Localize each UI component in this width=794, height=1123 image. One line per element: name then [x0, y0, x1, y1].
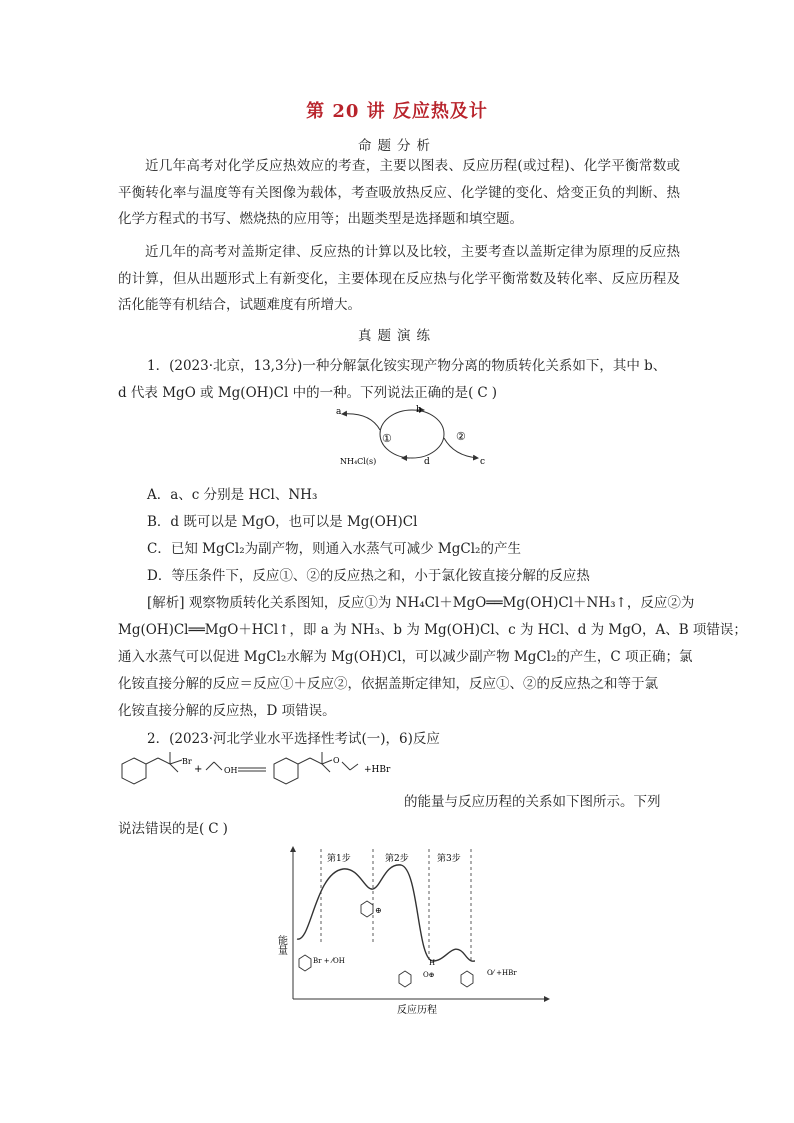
eq-br: Br [182, 757, 192, 766]
label-reaction-1: ① [382, 432, 392, 445]
eq-plus: + [194, 764, 203, 775]
analysis-paragraph-2: 近几年的高考对盖斯定律、反应热的计算以及比较，主要考查以盖斯定律为原理的反应热的计算，但从出题形式上有新变化，主要体现在反应热与化学平衡常数及转化率、反应历程及活化能等有机结合，试题难度有所增大。 [118, 244, 680, 313]
step-3-label: 第3步 [437, 854, 461, 864]
species-product: O⁄ +HBr [487, 969, 517, 977]
eq-o: O [333, 756, 340, 765]
benzene-ring-1 [122, 758, 146, 784]
analysis-heading: 命题分析 [358, 138, 436, 154]
practice-heading: 真题演练 [358, 328, 436, 344]
step-2-label: 第2步 [385, 854, 409, 864]
y-axis-label: 能量 [275, 935, 287, 955]
q2-stem-close: ) [222, 821, 228, 837]
q2-answer: C [208, 821, 219, 837]
label-reaction-2: ② [456, 430, 466, 443]
explain-tag: [解析] [147, 595, 185, 611]
q1-answer: C [477, 385, 488, 401]
q1-option-c: C．已知 MgCl₂为副产物，则通入水蒸气可减少 MgCl₂的产生 [147, 541, 521, 557]
label-b: b [416, 405, 422, 415]
label-c: c [480, 457, 486, 467]
analysis-paragraph-1: 近几年高考对化学反应热效应的考查，主要以图表、反应历程(或过程)、化学平衡常数或平衡转化率与温度等有关图像为载体，考查吸放热反应、化学键的变化、焓变正负的判断、热化学方程式的书写、燃烧热的应用等；出题类型是选择题和填空题。 [118, 158, 680, 227]
q1-option-b: B．d 既可以是 MgO，也可以是 Mg(OH)Cl [147, 514, 418, 530]
arrow-to-a [342, 414, 380, 430]
eq-hbr: +HBr [364, 765, 391, 775]
q1-stem-line-1: 1．(2023·北京，13,3分)一种分解氯化铵实现产物分离的物质转化关系如下，其中 b、 [147, 358, 667, 374]
q1-explain-line-1 [147, 591, 709, 611]
energy-curve [297, 865, 475, 961]
page-title: 第 20 讲 反应热及计 [306, 101, 488, 122]
explain-text-1: 观察物质转化关系图知，反应①为 NH₄Cl＋MgO══Mg(OH)Cl＋NH₃↑，反应②为 [184, 595, 695, 611]
q2-stem-line-1: 2．(2023·河北学业水平选择性考试(一)，6)反应 [147, 731, 440, 747]
q1-explain-line-4: 化铵直接分解的反应＝反应①＋反应②，依据盖斯定律知，反应①、②的反应热之和等于氯 [118, 676, 658, 692]
q2-stem-line-2: 的能量与反应历程的关系如下图所示。下列 [404, 794, 661, 810]
q1-stem-line-2 [118, 381, 680, 401]
q1-stem-close: ) [491, 385, 498, 401]
label-a: a [336, 407, 342, 417]
q1-option-d: D．等压条件下，反应①、②的反应热之和，小于氯化铵直接分解的反应热 [147, 568, 590, 584]
label-d: d [424, 457, 430, 467]
q1-cycle-diagram [330, 400, 500, 475]
label-nh4cl: NH₄Cl(s) [340, 457, 377, 466]
q1-explain-line-2: Mg(OH)Cl══MgO＋HCl↑，即 a 为 NH₃、b 为 Mg(OH)Cl、c 为 HCl、d 为 MgO，A、B 项错误； [118, 622, 747, 638]
eq-oh: OH [224, 766, 238, 775]
species-reactant: Br + ⁄OH [313, 957, 345, 965]
species-oxonium-h: H [429, 959, 436, 967]
step-1-label: 第1步 [327, 854, 351, 864]
q2-stem-line-3 [118, 817, 680, 837]
q1-explain-line-3: 通入水蒸气可以促进 MgCl₂水解为 Mg(OH)Cl，可以减少副产物 MgCl₂的产生，C 项正确；氯 [118, 649, 693, 665]
q1-stem-text: d 代表 MgO 或 Mg(OH)Cl 中的一种。下列说法正确的是( [118, 385, 474, 401]
q2-stem-text: 说法错误的是( [118, 821, 205, 837]
species-cation: ⊕ [375, 906, 382, 915]
q2-energy-profile [277, 843, 557, 1015]
x-axis-label: 反应历程 [397, 1005, 437, 1016]
q1-explain-line-5: 化铵直接分解的反应热，D 项错误。 [118, 703, 336, 719]
q1-option-a: A．a、c 分别是 HCl、NH₃ [147, 487, 318, 503]
q2-reaction-equation [118, 748, 418, 792]
species-oxonium: O⊕ [423, 971, 435, 979]
benzene-ring-2 [274, 758, 298, 784]
